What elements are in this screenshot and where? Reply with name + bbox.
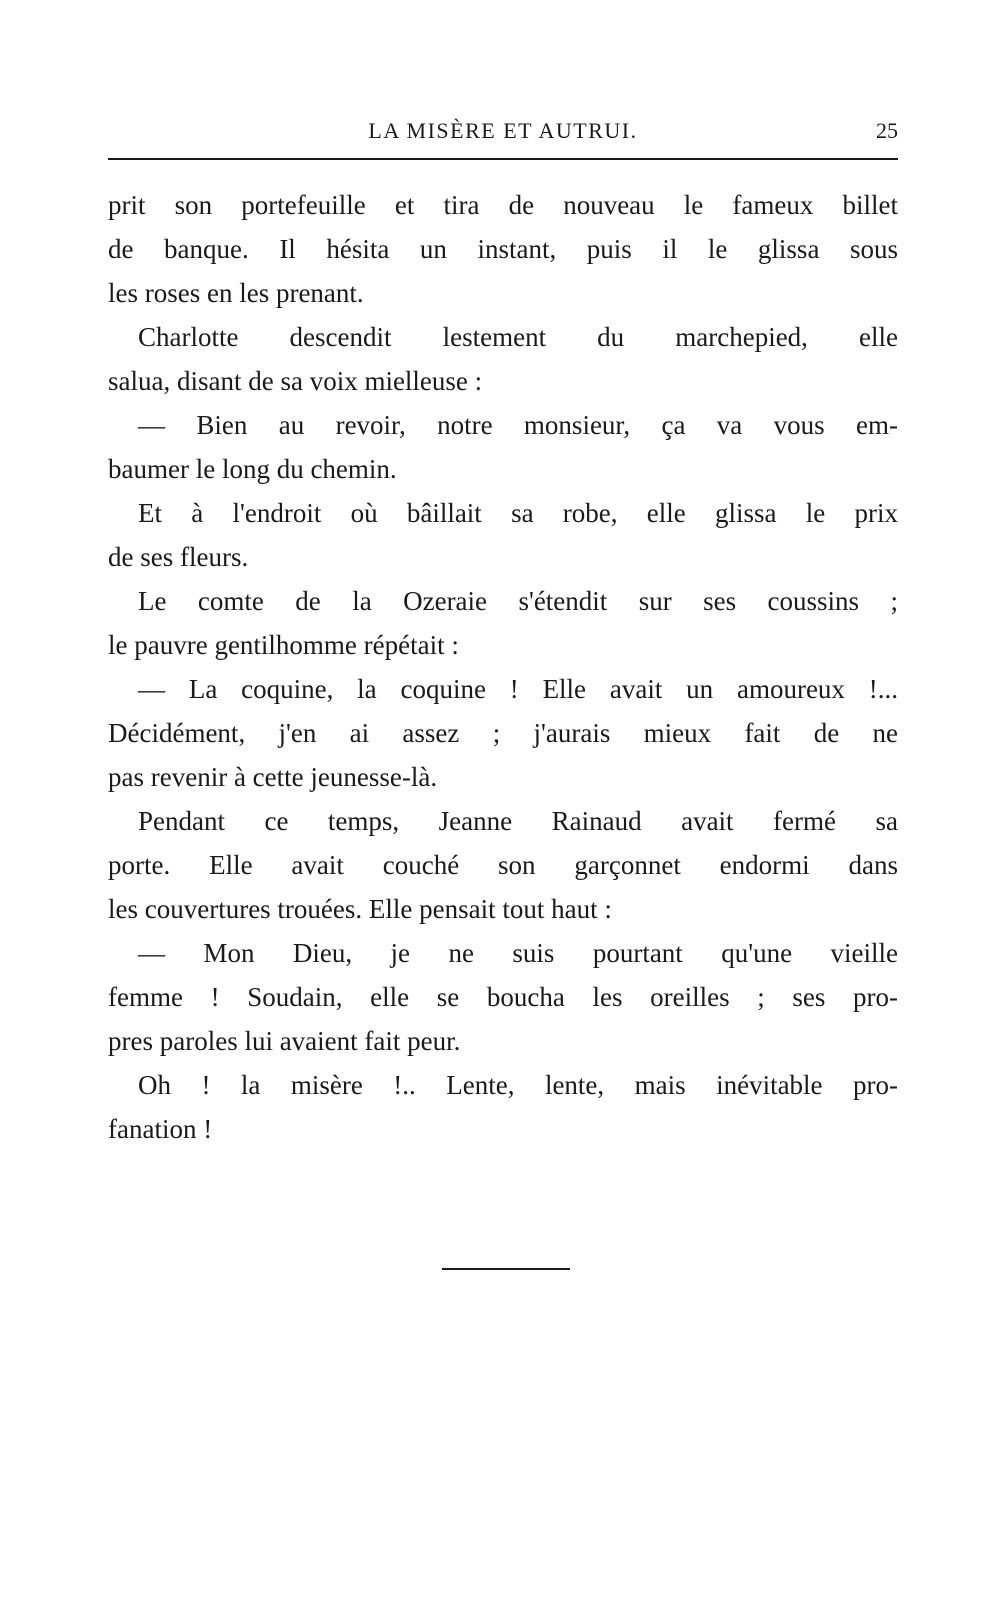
running-title: LA MISÈRE ET AUTRUI.	[368, 118, 638, 143]
text-line: de ses fleurs.	[108, 542, 249, 572]
text-line: Oh ! la misère !.. Lente, lente, mais inévitable pro-	[138, 1070, 898, 1100]
page-number: 25	[876, 118, 898, 143]
text-line: — La coquine, la coquine ! Elle avait un amoureux !...	[138, 674, 898, 704]
text-line: les roses en les prenant.	[108, 278, 364, 308]
text-line: pas revenir à cette jeunesse-là.	[108, 762, 438, 792]
header-rule	[108, 158, 898, 160]
text-line: baumer le long du chemin.	[108, 454, 397, 484]
body-text	[108, 183, 898, 1151]
text-line: de banque. Il hésita un instant, puis il le glissa sous	[108, 234, 898, 264]
end-rule	[442, 1268, 570, 1270]
text-line: salua, disant de sa voix mielleuse :	[108, 366, 483, 396]
text-line: — Mon Dieu, je ne suis pourtant qu'une vieille	[138, 938, 898, 968]
text-line: pres paroles lui avaient fait peur.	[108, 1026, 461, 1056]
text-line: Charlotte descendit lestement du marchepied, elle	[138, 322, 898, 352]
text-line: fanation !	[108, 1114, 213, 1144]
text-line: porte. Elle avait couché son garçonnet endormi dans	[108, 850, 898, 880]
text-line: — Bien au revoir, notre monsieur, ça va vous em-	[138, 410, 898, 440]
text-line: les couvertures trouées. Elle pensait tout haut :	[108, 894, 612, 924]
running-head	[108, 118, 898, 148]
text-line: femme ! Soudain, elle se boucha les oreilles ; ses pro-	[108, 982, 898, 1012]
text-line: le pauvre gentilhomme répétait :	[108, 630, 459, 660]
text-line: Le comte de la Ozeraie s'étendit sur ses coussins ;	[138, 586, 898, 616]
text-line: Décidément, j'en ai assez ; j'aurais mieux fait de ne	[108, 718, 898, 748]
text-line: prit son portefeuille et tira de nouveau le fameux billet	[108, 190, 898, 220]
text-line: Et à l'endroit où bâillait sa robe, elle glissa le prix	[138, 498, 898, 528]
text-line: Pendant ce temps, Jeanne Rainaud avait fermé sa	[138, 806, 898, 836]
